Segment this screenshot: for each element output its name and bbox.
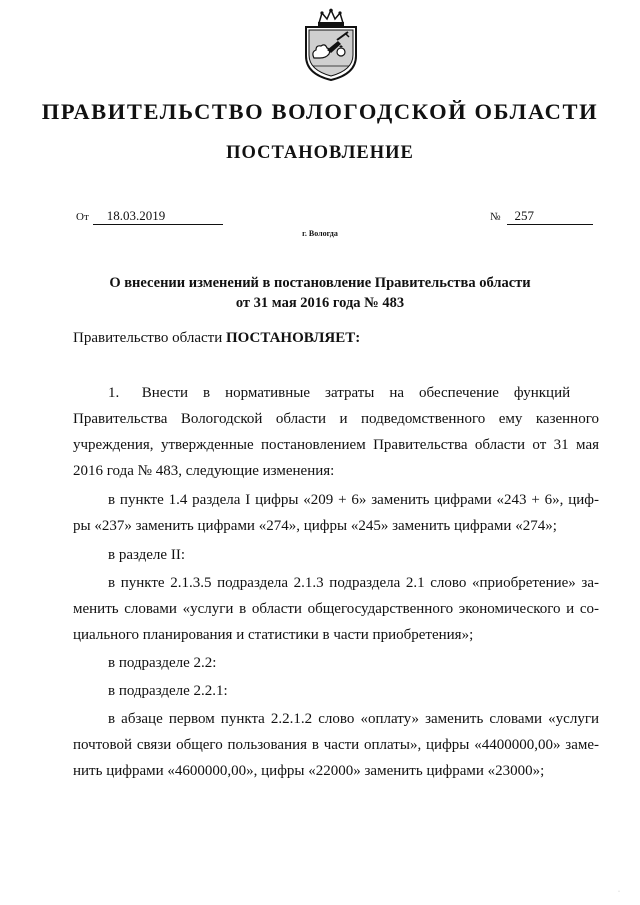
body-line: 2016 года № 483, следующие изменения: bbox=[73, 463, 335, 479]
body-line: в пункте 1.4 раздела I цифры «209 + 6» заменить цифрами «243 + 6», циф- bbox=[108, 492, 599, 508]
body-line: нить цифрами «4600000,00», цифры «22000» заменить цифрами «23000»; bbox=[73, 763, 545, 779]
subject-line: от 31 мая 2016 года № 483 bbox=[235, 295, 405, 311]
body-line: 1. Внести в нормативные затраты на обеспечение функций bbox=[108, 385, 571, 401]
body-line: учреждения, утвержденные постановлением Правительства области от 31 мая bbox=[73, 437, 599, 453]
body-line: в подразделе 2.2.1: bbox=[108, 683, 228, 699]
scan-mark: · bbox=[618, 889, 620, 895]
subject-line: О внесении изменений в постановление Правительства области bbox=[109, 275, 531, 291]
body-line: в абзаце первом пункта 2.2.1.2 слово «оплату» заменить словами «услуги bbox=[108, 711, 599, 727]
document-type: ПОСТАНОВЛЕНИЕ bbox=[226, 143, 414, 163]
coat-of-arms-emblem bbox=[300, 8, 362, 82]
vologda-shield-icon bbox=[300, 8, 362, 82]
body-line: менить словами «услуги в области общегосударственного экономического и со- bbox=[73, 601, 599, 617]
body-line: почтовой связи общего пользования в части оплаты», цифры «4400000,00» заме- bbox=[73, 737, 599, 753]
resolves-verb: ПОСТАНОВЛЯЕТ: bbox=[225, 330, 361, 346]
body-line: ры «237» заменить цифрами «274», цифры «245» заменить цифрами «274»; bbox=[73, 518, 557, 534]
date-field bbox=[76, 208, 223, 225]
resolves-prefix: Правительство области bbox=[73, 330, 223, 346]
resolves-statement bbox=[73, 330, 360, 347]
number-prefix: № bbox=[490, 211, 501, 223]
document-subject bbox=[0, 273, 640, 313]
body-line: в пункте 2.1.3.5 подраздела 2.1.3 подраздела 2.1 слово «приобретение» за- bbox=[108, 575, 599, 591]
date-prefix: От bbox=[76, 211, 89, 223]
number-value: 257 bbox=[507, 208, 593, 225]
body-line: в разделе II: bbox=[108, 547, 185, 563]
body-line: циального планирования и статистики в части приобретения»; bbox=[73, 627, 474, 643]
city-label: г. Вологда bbox=[302, 229, 338, 238]
body-line: в подразделе 2.2: bbox=[108, 655, 217, 671]
number-field bbox=[490, 208, 593, 225]
government-title: ПРАВИТЕЛЬСТВО ВОЛОГОДСКОЙ ОБЛАСТИ bbox=[41, 99, 599, 124]
date-value: 18.03.2019 bbox=[93, 208, 223, 225]
body-line: Правительства Вологодской области и подведомственного ему казенного bbox=[73, 411, 599, 427]
